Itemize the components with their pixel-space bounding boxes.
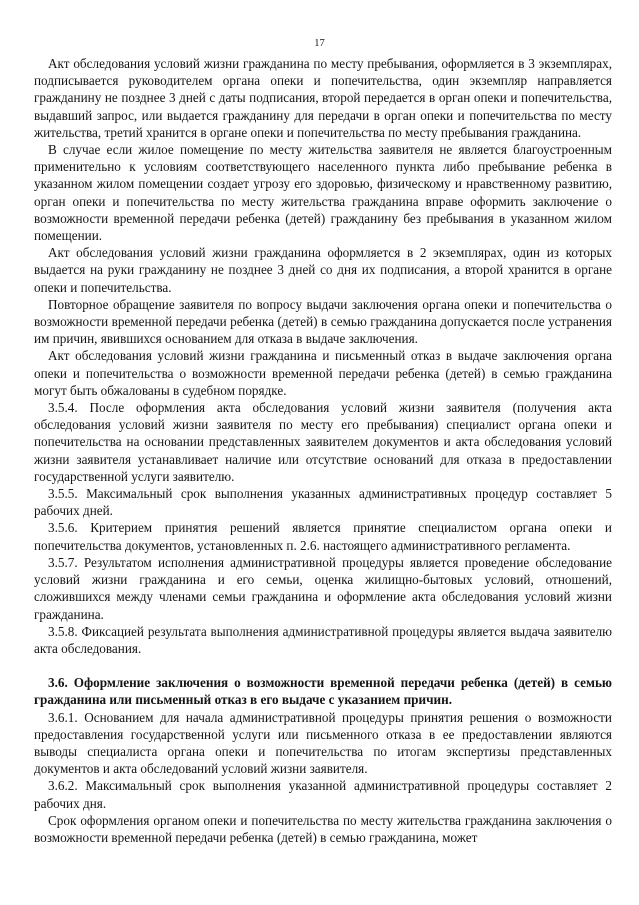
page-body (34, 55, 612, 846)
paragraph: 3.5.6. Критерием принятия решений является принятие специалистом органа опеки и попечительства документов, установленных п. 2.6. настоящего административного регламента. (34, 520, 612, 553)
section-heading: 3.6. Оформление заключения о возможности временной передачи ребенка (детей) в семью гражданина или письменный отказ в его выдаче с указанием причин. (34, 675, 612, 708)
paragraph: 3.5.8. Фиксацией результата выполнения административной процедуры является выдача заявителю акта обследования. (34, 623, 612, 656)
paragraph: 3.5.7. Результатом исполнения административной процедуры является проведение обследование условий жизни гражданина и его семьи, оценка жилищно-бытовых условий, отношений, сложившихся между членами семьи гражданина и оформление акта обследования условий жизни гражданина. (34, 554, 612, 622)
section-gap (34, 657, 612, 674)
paragraph: Акт обследования условий жизни гражданина оформляется в 2 экземплярах, один из которых выдается на руки гражданину не позднее 3 дней со дня их подписания, а второй хранится в органе опеки и попечительства. (34, 245, 612, 295)
paragraph: 3.6.1. Основанием для начала административной процедуры принятия решения о возможности предоставления государственной услуги или письменного отказа в ее предоставлении являются выводы специалиста органа опеки и попечительства по итогам экспертизы представленных документов и акта обследований условий жизни заявителя. (34, 709, 612, 777)
paragraph: В случае если жилое помещение по месту жительства заявителя не является благоустроенным применительно к условиям соответствующего населенного пункта либо пребывание ребенка в указанном жилом помещении создает угрозу его здоровью, физическому и нравственному развитию, орган опеки и попечительства по месту жительства гражданина вправе оформить заключение о возможности временной передачи ребенка (детей) гражданину без пребывания в указанном жилом помещении. (34, 142, 612, 244)
page-number: 17 (314, 38, 325, 49)
paragraph: 3.5.5. Максимальный срок выполнения указанных административных процедур составляет 5 рабочих дней. (34, 486, 612, 519)
paragraph: Акт обследования условий жизни гражданина по месту пребывания, оформляется в 3 экземплярах, подписывается руководителем органа опеки и попечительства, один экземпляр направляется гражданину не позднее 3 дней с даты подписания, второй передается в орган опеки и попечительства, выдавший запрос, или выдается гражданину для передачи в орган опеки и попечительства по месту жительства, третий хранится в органе опеки и попечительства по месту пребывания гражданина. (34, 56, 612, 140)
paragraph: Акт обследования условий жизни гражданина и письменный отказ в выдаче заключения органа опеки и попечительства о возможности временной передачи ребенка (детей) в семью гражданина могут быть обжалованы в судебном порядке. (34, 348, 612, 398)
paragraph: 3.6.2. Максимальный срок выполнения указанной административной процедуры составляет 2 рабочих дня. (34, 778, 612, 811)
paragraph: Срок оформления органом опеки и попечительства по месту жительства гражданина заключения о возможности временной передачи ребенка (детей) в семью гражданина, может (34, 812, 612, 845)
paragraph: Повторное обращение заявителя по вопросу выдачи заключения органа опеки и попечительства о возможности временной передачи ребенка (детей) в семью гражданина допускается после устранения им причин, явившихся основанием для отказа в выдаче заключения. (34, 296, 612, 347)
paragraph: 3.5.4. После оформления акта обследования условий жизни заявителя (получения акта обследования условий жизни заявителя по месту его пребывания) специалист органа опеки и попечительства на основании представленных заявителем документов и акта обследования условий жизни заявителя устанавливает наличие или отсутствие оснований для отказа в предоставлении государственной услуги заявителю. (34, 400, 612, 484)
